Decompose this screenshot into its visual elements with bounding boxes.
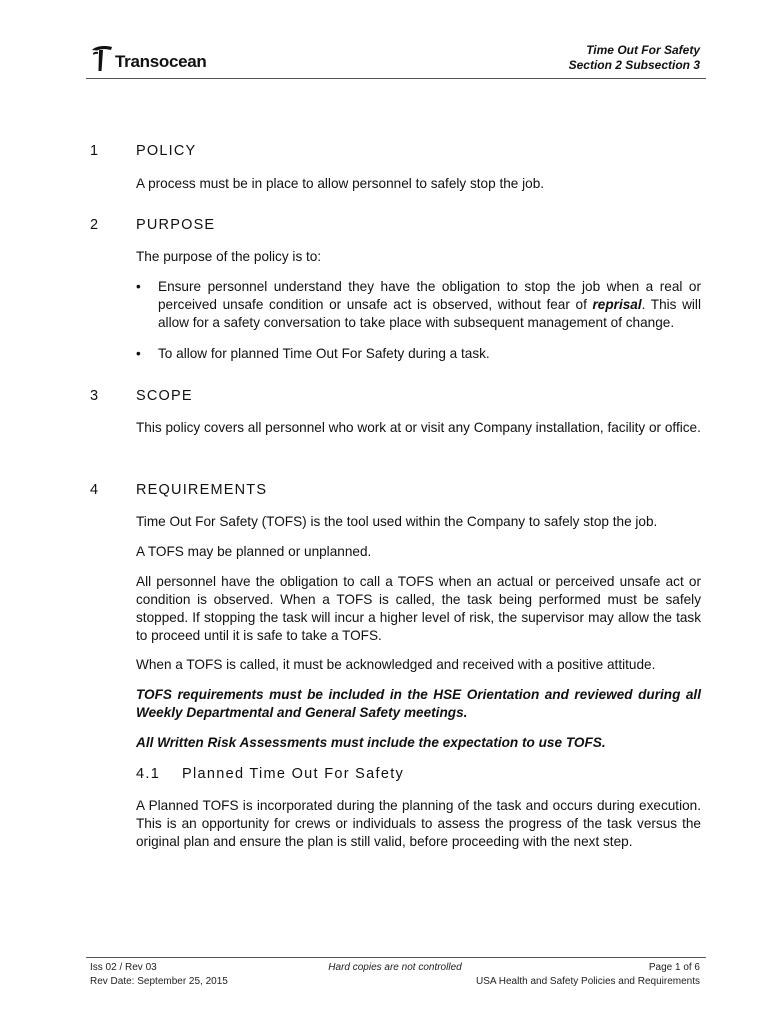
section-number-scope: 3 <box>90 388 100 404</box>
bullet-glyph: • <box>136 346 141 361</box>
requirements-p1: Time Out For Safety (TOFS) is the tool used within the Company to safely stop the job. <box>136 514 658 529</box>
footer-left <box>90 961 228 989</box>
logo-wordmark: Transocean <box>115 52 207 71</box>
page-number: Page 1 of 6 <box>648 962 700 973</box>
scope-text: This policy covers all personnel who work at or visit any Company installation, facility or office. <box>136 420 701 435</box>
company-logo <box>90 44 207 72</box>
requirements-p2: A TOFS may be planned or unplanned. <box>136 544 372 559</box>
purpose-intro: The purpose of the policy is to: <box>136 249 322 264</box>
purpose-bullet-2: To allow for planned Time Out For Safety during a task. <box>158 346 490 361</box>
header-divider <box>86 78 706 79</box>
bullet-glyph: • <box>136 279 141 294</box>
policy-text: A process must be in place to allow personnel to safely stop the job. <box>136 176 545 191</box>
section-number-policy: 1 <box>90 143 100 159</box>
requirements-p4: When a TOFS is called, it must be acknowledged and received with a positive attitude. <box>136 657 656 672</box>
purpose-bullet-1 <box>158 278 701 332</box>
document-title: Time Out For Safety <box>586 43 700 57</box>
section-reference: Section 2 Subsection 3 <box>568 58 700 72</box>
revision-date: Rev Date: September 25, 2015 <box>90 976 228 987</box>
planned-text: A Planned TOFS is incorporated during the planning of the task and occurs during execution. This is an opportunity for crews or individuals to assess the progress of the task versus the original plan and ensure the plan is still valid, before proceeding with the next step. <box>136 798 701 849</box>
requirements-p5: TOFS requirements must be included in the HSE Orientation and reviewed during all Weekly Departmental and General Safety meetings. <box>136 687 701 720</box>
subsection-heading-planned: Planned Time Out For Safety <box>182 766 405 782</box>
transocean-logo-icon <box>90 44 114 72</box>
document-name: USA Health and Safety Policies and Requirements <box>475 976 700 987</box>
header-info <box>569 43 700 73</box>
footer-right <box>476 961 700 989</box>
section-heading-requirements: REQUIREMENTS <box>136 482 268 498</box>
bullet-1-text-end: . This will allow for a safety conversation to take place with subsequent management of change. <box>158 297 701 330</box>
section-heading-scope: SCOPE <box>136 388 193 404</box>
footer-divider <box>86 957 706 958</box>
issue-revision: Iss 02 / Rev 03 <box>90 962 157 973</box>
section-heading-purpose: PURPOSE <box>136 217 216 233</box>
requirements-p3: All personnel have the obligation to call a TOFS when an actual or perceived unsafe act or condition is observed. When a TOFS is called, the task being performed must be safely stopped. If stopping the task will incur a higher level of risk, the supervisor may allow the task to proceed until it is safe to take a TOFS. <box>136 574 701 643</box>
requirements-p6: All Written Risk Assessments must include the expectation to use TOFS. <box>136 735 606 750</box>
subsection-number-planned: 4.1 <box>136 766 161 782</box>
section-number-requirements: 4 <box>90 482 100 498</box>
section-number-purpose: 2 <box>90 217 100 233</box>
bullet-1-emphasis: reprisal <box>592 297 642 312</box>
bullet-1-text: Ensure personnel understand they have the obligation to stop the job when a real or perceived unsafe condition or unsafe act is observed, without fear of <box>158 279 701 312</box>
footer-notice: Hard copies are not controlled <box>328 962 462 973</box>
section-heading-policy: POLICY <box>136 143 197 159</box>
